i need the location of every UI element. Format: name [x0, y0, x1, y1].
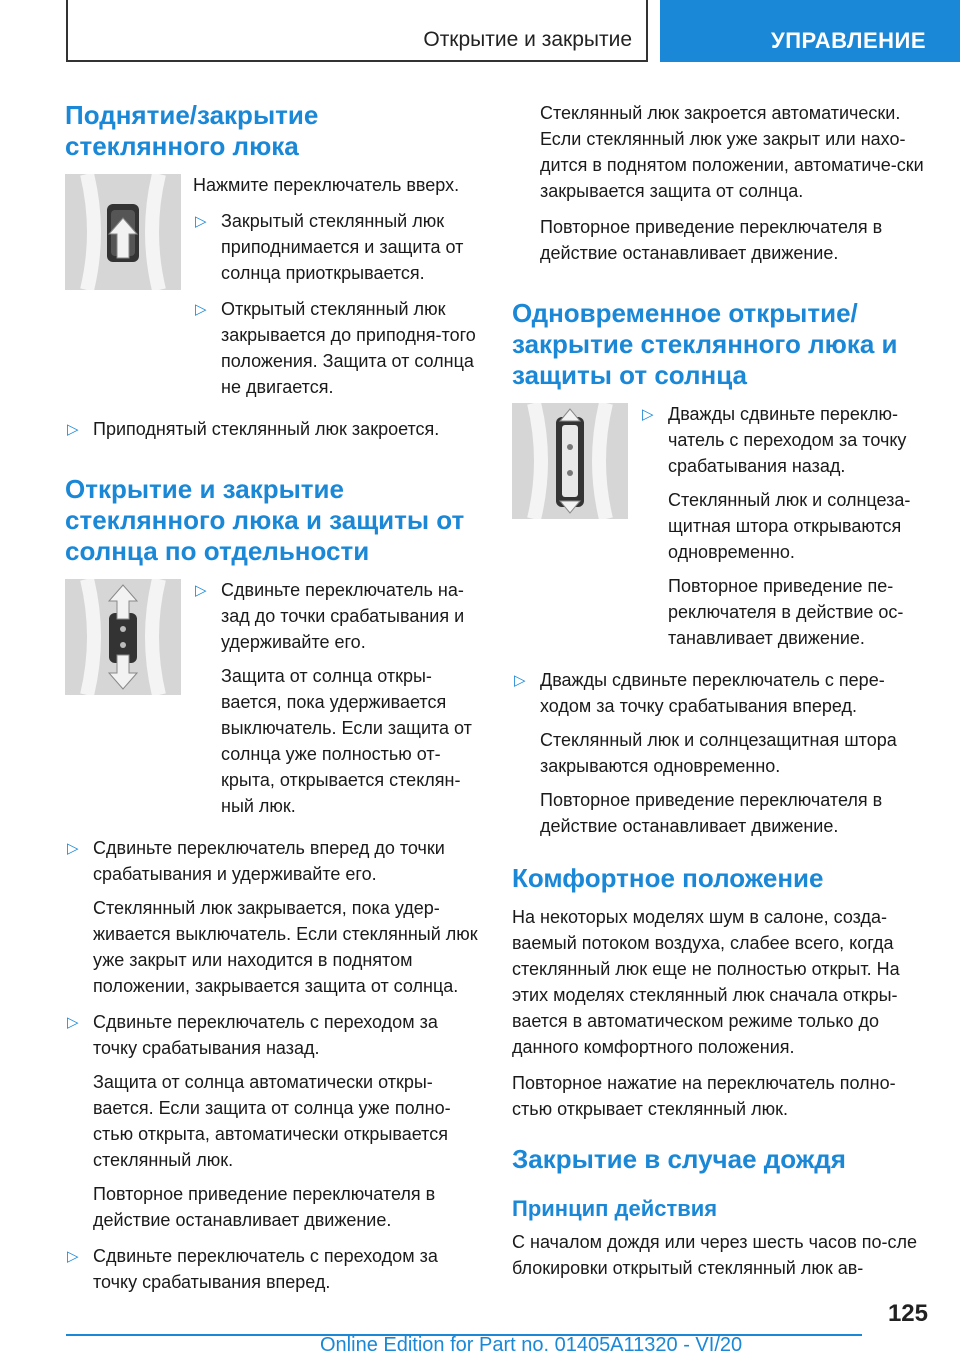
bullet-item: ▷ Сдвиньте переключатель вперед до точки срабатывания и удерживайте его. Стеклянный люк закрывается, пока удер-живается выключатель. Если стеклянный люк уже закрыт или находится в поднятом положении, закрывается защита от солнца.	[67, 838, 478, 996]
switch-updown-illustration	[65, 579, 181, 695]
footer-edition: Online Edition for Part no. 01405A11320 - VI/20	[320, 1334, 743, 1356]
continued-paragraph: Повторное приведение переключателя в действие останавливает движение.	[540, 217, 883, 263]
bullet-item: ▷ Приподнятый стеклянный люк закроется.	[65, 416, 483, 442]
heading-comfort: Комфортное положение	[512, 863, 824, 893]
bullet-item: ▷ Открытый стеклянный люк закрывается до приподня-того положения. Защита от солнца не двигается.	[195, 299, 476, 397]
bullet-item: ▷ Сдвиньте переключатель на-зад до точки срабатывания и удерживайте его. Защита от солнца откры-вается, пока удерживается выключатель. Если защита от солнца уже полностью от-крыта, открывается стеклян-ный люк.	[195, 580, 472, 816]
left-column	[65, 100, 483, 1305]
bullet-item: ▷ Дважды сдвиньте переклю-чатель с переходом за точку срабатывания назад. Стеклянный люк и солнцеза-щитная штора открываются одновременно. Повторное приведение пе-реключателя в действие ос-танавливает движение.	[642, 404, 911, 648]
switch-double-illustration	[512, 403, 628, 519]
bullet-item: ▷ Сдвиньте переключатель с переходом за точку срабатывания назад. Защита от солнца автоматически откры-вается. Если защита от солнца уже полно-стью открыта, автоматически открывается стеклянный люк. Повторное приведение переключателя в действие останавливает движение.	[67, 1012, 451, 1230]
heading-raise-close: Поднятие/закрытие стеклянного люка	[65, 100, 319, 161]
fig-row-raise	[65, 172, 483, 410]
switch-up-illustration	[65, 174, 181, 290]
section-title: УПРАВЛЕНИЕ	[771, 28, 926, 53]
triangle-right-icon: ▷	[195, 582, 207, 599]
bullet-item: ▷ Сдвиньте переключатель с переходом за точку срабатывания вперед.	[67, 1246, 438, 1292]
heading-rain: Закрытие в случае дождя	[512, 1144, 846, 1174]
header-chapter-box	[66, 0, 648, 62]
continued-paragraph: Стеклянный люк закроется автоматически. Если стеклянный люк уже закрыт или нахо-дится в поднятом положении, автоматиче-ски закрывается защита от солнца.	[540, 103, 924, 201]
triangle-right-icon: ▷	[642, 406, 654, 423]
fig-row-simultaneous	[512, 401, 930, 661]
fig-row-separate	[65, 577, 483, 829]
bullet-item: ▷ Дважды сдвиньте переключатель с пере-ходом за точку срабатывания вперед. Стеклянный люк и солнцезащитная штора закрываются одновременно. Повторное приведение переключателя в действие останавливает движение.	[514, 670, 897, 836]
comfort-paragraph: На некоторых моделях шум в салоне, созда-ваемый потоком воздуха, слабее всего, когда стеклянный люк еще не полностью открыт. На этих моделях стеклянный люк сначала откры-вается в автоматическом режиме только до данного комфортного положения.	[512, 907, 900, 1057]
fig-text-separate	[193, 577, 483, 829]
bullet-item: ▷ Закрытый стеклянный люк приподнимается и защита от солнца приоткрывается.	[195, 211, 464, 283]
fig-text-raise	[193, 172, 483, 410]
triangle-right-icon: ▷	[195, 301, 207, 318]
triangle-right-icon: ▷	[67, 1248, 79, 1265]
triangle-right-icon: ▷	[67, 421, 79, 438]
heading-simultaneous: Одновременное открытие/ закрытие стеклянного люка и защиты от солнца	[512, 298, 898, 390]
triangle-right-icon: ▷	[195, 213, 207, 230]
heading-separate: Открытие и закрытие стеклянного люка и защиты от солнца по отдельности	[65, 474, 465, 566]
continued-text	[512, 100, 930, 266]
right-column	[512, 100, 930, 1291]
rain-paragraph: С началом дождя или через шесть часов по-сле блокировки открытый стеклянный люк ав-	[512, 1232, 918, 1278]
page-number: 125	[887, 1300, 928, 1327]
triangle-right-icon: ▷	[67, 840, 79, 857]
header-section-tab	[660, 0, 960, 62]
triangle-right-icon: ▷	[67, 1014, 79, 1031]
fig-text-simultaneous	[640, 401, 930, 661]
intro-raise: Нажмите переключатель вверх.	[193, 175, 460, 195]
chapter-title: Открытие и закрытие	[423, 28, 632, 51]
comfort-paragraph: Повторное нажатие на переключатель полно-стью открывает стеклянный люк.	[512, 1073, 896, 1119]
subheading-principle: Принцип действия	[512, 1196, 718, 1221]
triangle-right-icon: ▷	[514, 672, 526, 689]
